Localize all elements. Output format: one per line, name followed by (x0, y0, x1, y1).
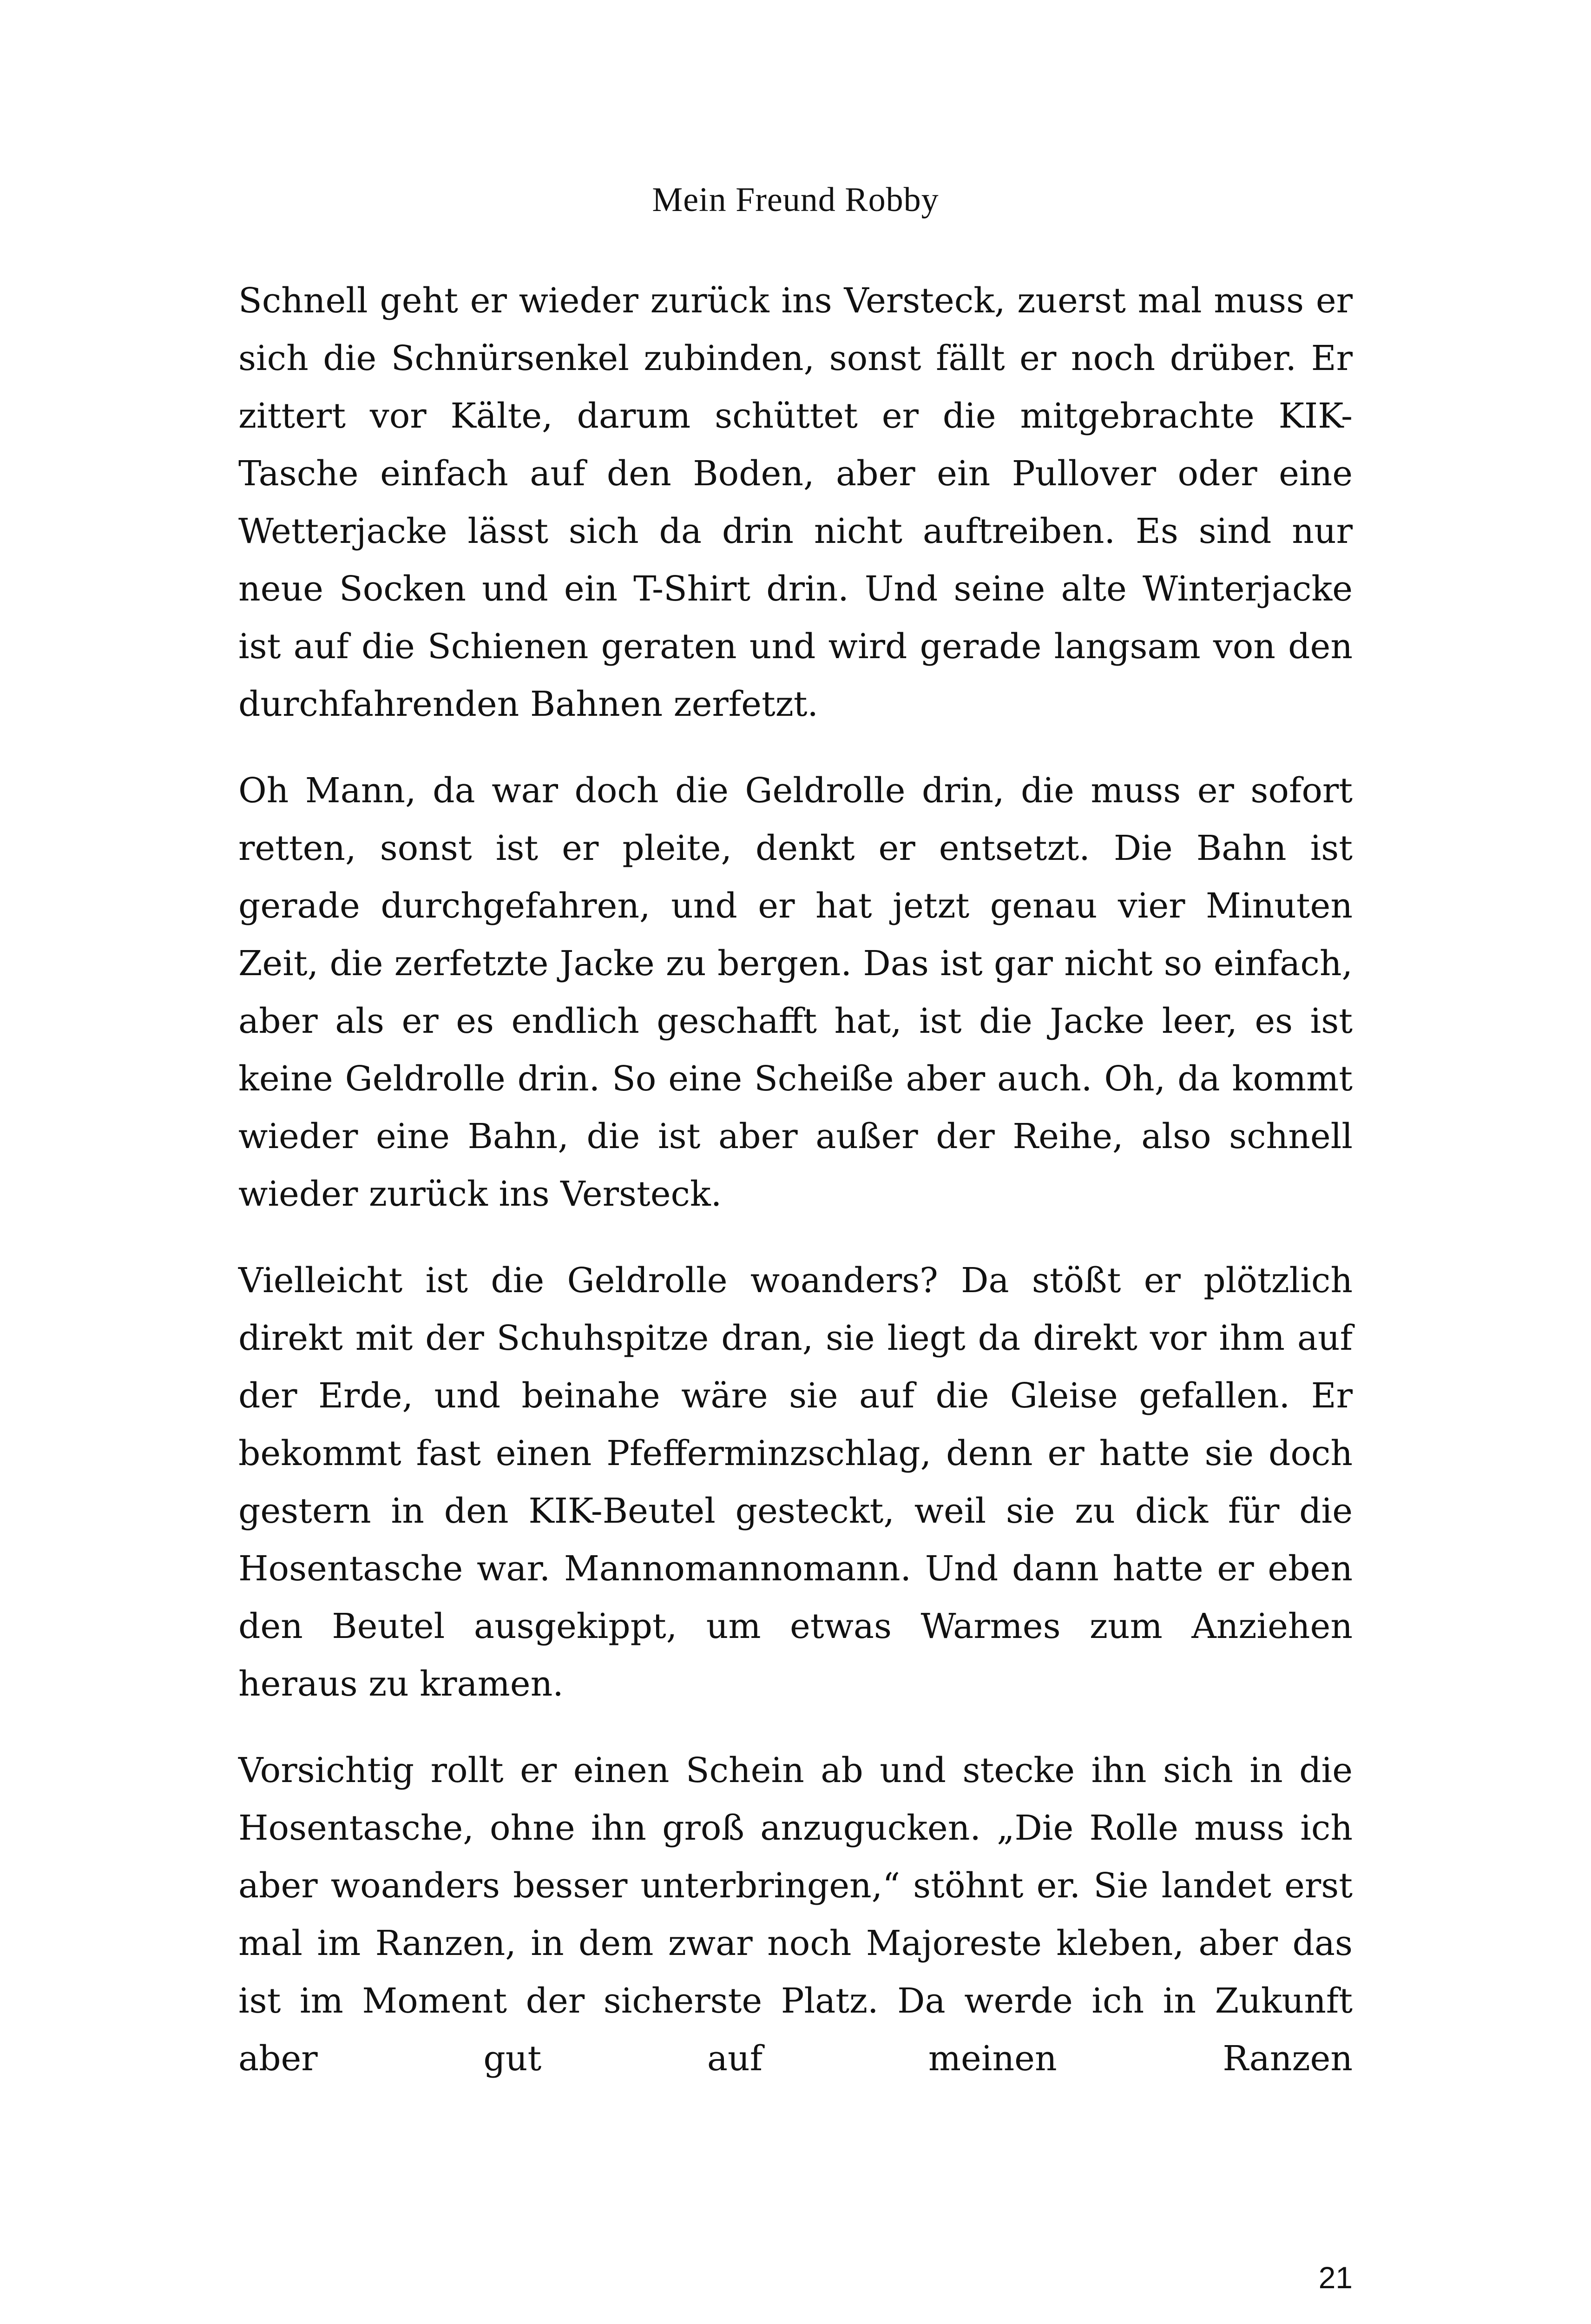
body-text (238, 272, 1353, 2116)
paragraph-3: Vielleicht ist die Geldrolle woanders? Da stößt er plötzlich direkt mit der Schuhspitze dran, sie liegt da direkt vor ihm auf der Erde, und beinahe wäre sie auf die Gleise gefallen. Er bekommt fast einen Pfefferminzschlag, denn er hatte sie doch gestern in den KIK-Beutel gesteckt, weil sie zu dick für die Hosentasche war. Mannomannomann. Und dann hatte er eben den Beutel ausgekippt, um etwas Warmes zum Anziehen heraus zu kramen. (238, 1261, 1353, 1704)
page-number: 21 (1318, 2260, 1353, 2295)
paragraph-1: Schnell geht er wieder zurück ins Versteck, zuerst mal muss er sich die Schnürsenkel zubinden, sonst fällt er noch drüber. Er zittert vor Kälte, darum schüttet er die mitgebrachte KIK-Tasche einfach auf den Boden, aber ein Pullover oder eine Wetterjacke lässt sich da drin nicht auftreiben. Es sind nur neue Socken und ein T-Shirt drin. Und seine alte Winterjacke ist auf die Schienen geraten und wird gerade langsam von den durchfahrenden Bahnen zerfetzt. (238, 281, 1353, 724)
running-header-title: Mein Freund Robby (652, 181, 939, 219)
paragraph-2: Oh Mann, da war doch die Geldrolle drin, die muss er sofort retten, sonst ist er pleite, denkt er entsetzt. Die Bahn ist gerade durchgefahren, und er hat jetzt genau vier Minuten Zeit, die zerfetzte Jacke zu bergen. Das ist gar nicht so einfach, aber als er es endlich geschafft hat, ist die Jacke leer, es ist keine Geldrolle drin. So eine Scheiße aber auch. Oh, da kommt wieder eine Bahn, die ist aber außer der Reihe, also schnell wieder zurück ins Versteck. (238, 771, 1353, 1214)
paragraph-4: Vorsichtig rollt er einen Schein ab und stecke ihn sich in die Hosentasche, ohne ihn groß anzugucken. „Die Rolle muss ich aber woanders besser unterbringen,“ stöhnt er. Sie landet erst mal im Ranzen, in dem zwar noch Majoreste kleben, aber das ist im Moment der sicherste Platz. Da werde ich in Zukunft aber gut auf meinen Ranzen (238, 1750, 1353, 2079)
